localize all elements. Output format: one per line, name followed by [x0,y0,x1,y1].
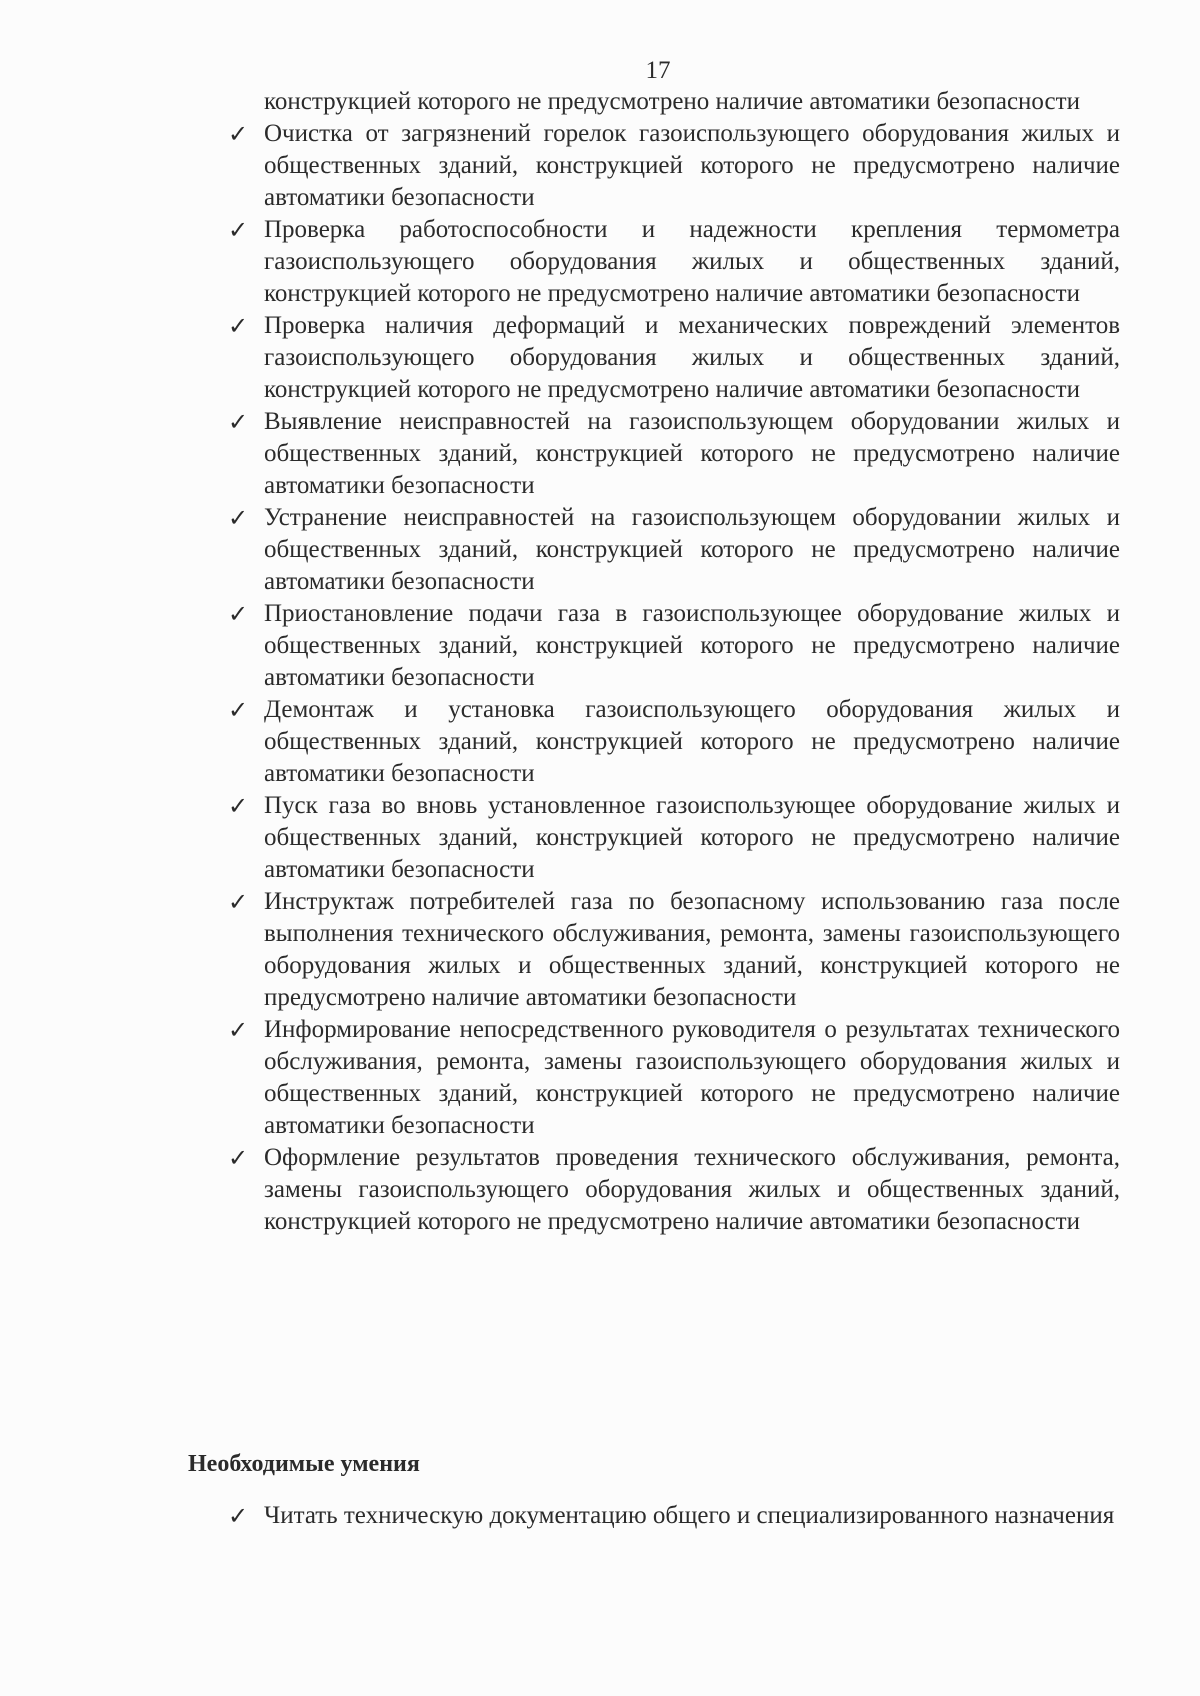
skills-list [228,1500,1120,1532]
duties-list [228,86,1120,1238]
checkmark-icon: ✓ [228,1016,249,1044]
list-item-text: Инструктаж потребителей газа по безопасному использованию газа после выполнения технического обслуживания, ремонта, замены газоиспользующего оборудования жилых и общественных зданий, конструкцией которого не предусмотрено наличие автоматики безопасности [264,888,1120,1011]
list-item [228,310,1120,406]
list-item-text: Читать техническую документацию общего и специализированного назначения [264,1502,1115,1529]
list-item-text: Демонтаж и установка газоиспользующего оборудования жилых и общественных зданий, конструкцией которого не предусмотрено наличие автоматики безопасности [264,696,1120,787]
list-item-text: Устранение неисправностей на газоиспользующем оборудовании жилых и общественных зданий, конструкцией которого не предусмотрено наличие автоматики безопасности [264,504,1120,595]
list-item-text: Пуск газа во вновь установленное газоиспользующее оборудование жилых и общественных зданий, конструкцией которого не предусмотрено наличие автоматики безопасности [264,792,1120,883]
list-item [228,1500,1120,1532]
list-item [228,406,1120,502]
list-item-text: Оформление результатов проведения технического обслуживания, ремонта, замены газоиспользующего оборудования жилых и общественных зданий, конструкцией которого не предусмотрено наличие автоматики безопасности [264,1144,1120,1235]
checkmark-icon: ✓ [228,312,249,340]
list-item [228,790,1120,886]
list-item [228,118,1120,214]
section-heading-skills: Необходимые умения [188,1451,420,1477]
checkmark-icon: ✓ [228,600,249,628]
list-item [228,1014,1120,1142]
continued-list-item [228,86,1120,118]
continued-item-text: конструкцией которого не предусмотрено наличие автоматики безопасности [264,88,1080,115]
list-item-text: Проверка работоспособности и надежности крепления термометра газоиспользующего оборудования жилых и общественных зданий, конструкцией которого не предусмотрено наличие автоматики безопасности [264,216,1120,307]
checkmark-icon: ✓ [228,888,249,916]
checkmark-icon: ✓ [228,408,249,436]
list-item [228,214,1120,310]
checkmark-icon: ✓ [228,792,249,820]
list-item [228,694,1120,790]
page-number: 17 [645,57,671,84]
checkmark-icon: ✓ [228,1502,249,1530]
list-item-text: Информирование непосредственного руководителя о результатах технического обслуживания, ремонта, замены газоиспользующего оборудования жилых и общественных зданий, конструкцией которого не предусмотрено наличие автоматики безопасности [264,1016,1120,1139]
list-item [228,502,1120,598]
checkmark-icon: ✓ [228,216,249,244]
checkmark-icon: ✓ [228,120,249,148]
list-item-text: Проверка наличия деформаций и механических повреждений элементов газоиспользующего оборудования жилых и общественных зданий, конструкцией которого не предусмотрено наличие автоматики безопасности [264,312,1120,403]
list-item-text: Приостановление подачи газа в газоиспользующее оборудование жилых и общественных зданий, конструкцией которого не предусмотрено наличие автоматики безопасности [264,600,1120,691]
list-item [228,886,1120,1014]
checkmark-icon: ✓ [228,1144,249,1172]
list-item [228,598,1120,694]
checkmark-icon: ✓ [228,696,249,724]
checkmark-icon: ✓ [228,504,249,532]
list-item [228,1142,1120,1238]
list-item-text: Выявление неисправностей на газоиспользующем оборудовании жилых и общественных зданий, конструкцией которого не предусмотрено наличие автоматики безопасности [264,408,1120,499]
list-item-text: Очистка от загрязнений горелок газоиспользующего оборудования жилых и общественных зданий, конструкцией которого не предусмотрено наличие автоматики безопасности [264,120,1120,211]
